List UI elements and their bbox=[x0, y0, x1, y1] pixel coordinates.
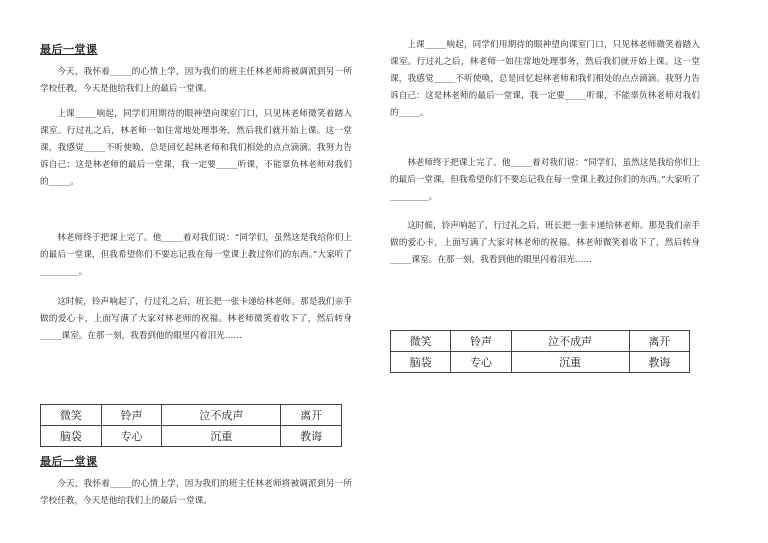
word-bank-row bbox=[391, 352, 690, 373]
word-cell: 沉重 bbox=[511, 352, 629, 373]
word-cell: 离开 bbox=[629, 331, 689, 352]
page-title-repeat: 最后一堂课 bbox=[40, 455, 98, 468]
word-cell: 脑袋 bbox=[41, 426, 102, 447]
word-cell: 泣不成声 bbox=[162, 405, 281, 426]
word-cell: 教诲 bbox=[281, 426, 342, 447]
word-cell: 沉重 bbox=[162, 426, 281, 447]
word-cell: 铃声 bbox=[451, 331, 511, 352]
paragraph-4: 这时候，铃声响起了，行过礼之后，班长把一张卡递给林老师。那是我们亲手做的爱心卡，上面写满了大家对林老师的祝福。林老师微笑着收下了，然后转身_____课室。在那一刻，我看到他的眼里闪着泪光…… bbox=[40, 297, 352, 341]
paragraph-3: 林老师终于把课上完了。他_____着对我们说：“同学们，虽然这是我给你们上的最后一堂课，但我希望你们不要忘记我在每一堂课上教过你们的东西。”大家听了_________。 bbox=[40, 233, 352, 277]
word-cell: 泣不成声 bbox=[511, 331, 629, 352]
paragraph-2: 上课_____响起，同学们用期待的眼神望向课室门口，只见林老师微笑着踏入课室。行过礼之后，林老师一如往常地处理事务，然后我们就开始上课。这一堂课，我感觉_____不听使唤，总是回忆起林老师和我们相处的点点滴滴。我努力告诉自己：这是林老师的最后一堂课，我一定要_____听课，不能辜负林老师对我们的_____。 bbox=[40, 109, 352, 187]
word-cell: 专心 bbox=[451, 352, 511, 373]
word-bank-row bbox=[41, 426, 342, 447]
word-cell: 铃声 bbox=[101, 405, 162, 426]
word-cell: 脑袋 bbox=[391, 352, 451, 373]
paragraph-1: 今天，我怀着_____的心情上学，因为我们的班主任林老师将被调派到另一所学校任教，今天是他给我们上的最后一堂课。 bbox=[40, 67, 352, 94]
word-cell: 教诲 bbox=[629, 352, 689, 373]
word-cell: 微笑 bbox=[41, 405, 102, 426]
paragraph-3-right: 林老师终于把课上完了。他_____着对我们说：“同学们，虽然这是我给你们上的最后一堂课，但我希望你们不要忘记我在每一堂课上教过你们的东西。”大家听了_________。 bbox=[390, 158, 700, 202]
word-cell: 专心 bbox=[101, 426, 162, 447]
paragraph-2-right: 上课_____响起，同学们用期待的眼神望向课室门口，只见林老师微笑着踏入课室。行过礼之后，林老师一如往常地处理事务，然后我们就开始上课。这一堂课，我感觉_____不听使唤，总是回忆起林老师和我们相处的点点滴滴。我努力告诉自己：这是林老师的最后一堂课，我一定要_____听课，不能辜负林老师对我们的_____。 bbox=[390, 40, 700, 118]
paragraph-4-right: 这时候，铃声响起了，行过礼之后，班长把一张卡递给林老师。那是我们亲手做的爱心卡，上面写满了大家对林老师的祝福。林老师微笑着收下了，然后转身_____课室。在那一刻，我看到他的眼里闪着泪光…… bbox=[390, 221, 700, 265]
paragraph-1-repeat: 今天，我怀着_____的心情上学，因为我们的班主任林老师将被调派到另一所学校任教，今天是他给我们上的最后一堂课。 bbox=[40, 479, 352, 506]
word-cell: 微笑 bbox=[391, 331, 451, 352]
word-bank-table bbox=[40, 404, 342, 447]
word-bank-row bbox=[41, 405, 342, 426]
word-bank-row bbox=[391, 331, 690, 352]
word-cell: 离开 bbox=[281, 405, 342, 426]
page-title: 最后一堂课 bbox=[40, 43, 98, 56]
word-bank-table-right bbox=[390, 330, 690, 373]
